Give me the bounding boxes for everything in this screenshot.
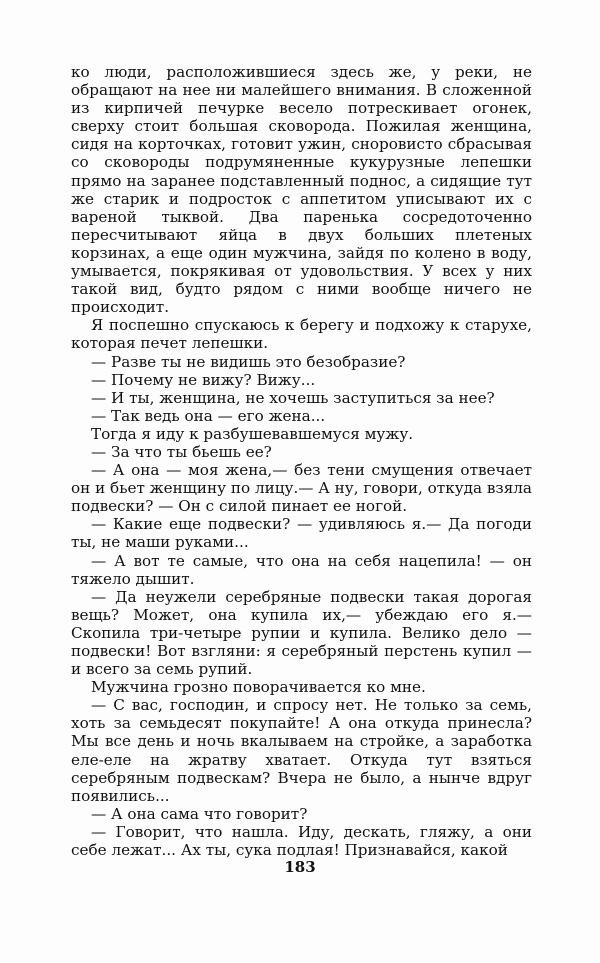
paragraph: — И ты, женщина, не хочешь заступиться за нее? [91, 388, 495, 407]
paragraph: — Говорит, что нашла. Иду, дескать, гляжу, а они себе лежат... Ах ты, сука подлая! Признавайся, какой [71, 822, 532, 860]
page-number: 183 [284, 858, 316, 876]
paragraph: — А вот те самые, что она на себя нацепила! — он тяжело дышит. [71, 551, 532, 588]
paragraph: — Почему не вижу? Вижу... [91, 370, 316, 389]
paragraph: Мужчина грозно поворачивается ко мне. [91, 678, 426, 697]
paragraph: — С вас, господин, и спросу нет. Не только за семь, хоть за семьдесят покупайте! А она откуда принесла? Мы все день и ночь вкалываем на стройке, а заработка еле-еле на жратву хватает. Откуда тут взяться серебряным подвескам? Вчера не было, а нынче вдруг появились... [71, 696, 532, 805]
paragraph: — Так ведь она — его жена... [91, 406, 326, 425]
paragraph: — А она — моя жена,— без тени смущения отвечает он и бьет женщину по лицу.— А ну, говори, откуда взяла подвески? — Он с силой пинает ее ногой. [71, 461, 532, 516]
paragraph: ко люди, расположившиеся здесь же, у реки, не обращают на нее ни малейшего внимания. В сложенной из кирпичей печурке весело потрескивает огонек, сверху стоит большая сковорода. Пожилая женщина, сидя на корточках, готовит ужин, сноровисто сбрасывая со сковороды подрумяненные кукурузные лепешки прямо на заранее подставленный поднос, а сидящие тут же старик и подросток с аппетитом уписывают их с вареной тыквой. Два паренька сосредоточенно пересчитывают яйца в двух больших плетеных корзинах, а еще один мужчина, зайдя по колено в воду, умывается, покрякивая от удовольствия. У всех у них такой вид, будто рядом с ними вообще ничего не происходит. [71, 63, 532, 317]
paragraph: — Какие еще подвески? — удивляюсь я.— Да погоди ты, не маши руками... [71, 515, 532, 552]
paragraph: Тогда я иду к разбушевавшемуся мужу. [91, 424, 414, 443]
page-text [71, 63, 532, 859]
paragraph: — Да неужели серебряные подвески такая дорогая вещь? Может, она купила их,— убеждаю его я.— Скопила три-четыре рупии и купила. Велико дело — подвески! Вот взгляни: я серебряный перстень купил — и всего за семь рупий. [71, 587, 532, 679]
paragraph: — Разве ты не видишь это безобразие? [91, 352, 406, 371]
paragraph: Я поспешно спускаюсь к берегу и подхожу к старухе, которая печет лепешки. [71, 316, 532, 353]
paragraph: — За что ты бьешь ее? [91, 442, 272, 461]
paragraph: — А она сама что говорит? [91, 804, 308, 823]
